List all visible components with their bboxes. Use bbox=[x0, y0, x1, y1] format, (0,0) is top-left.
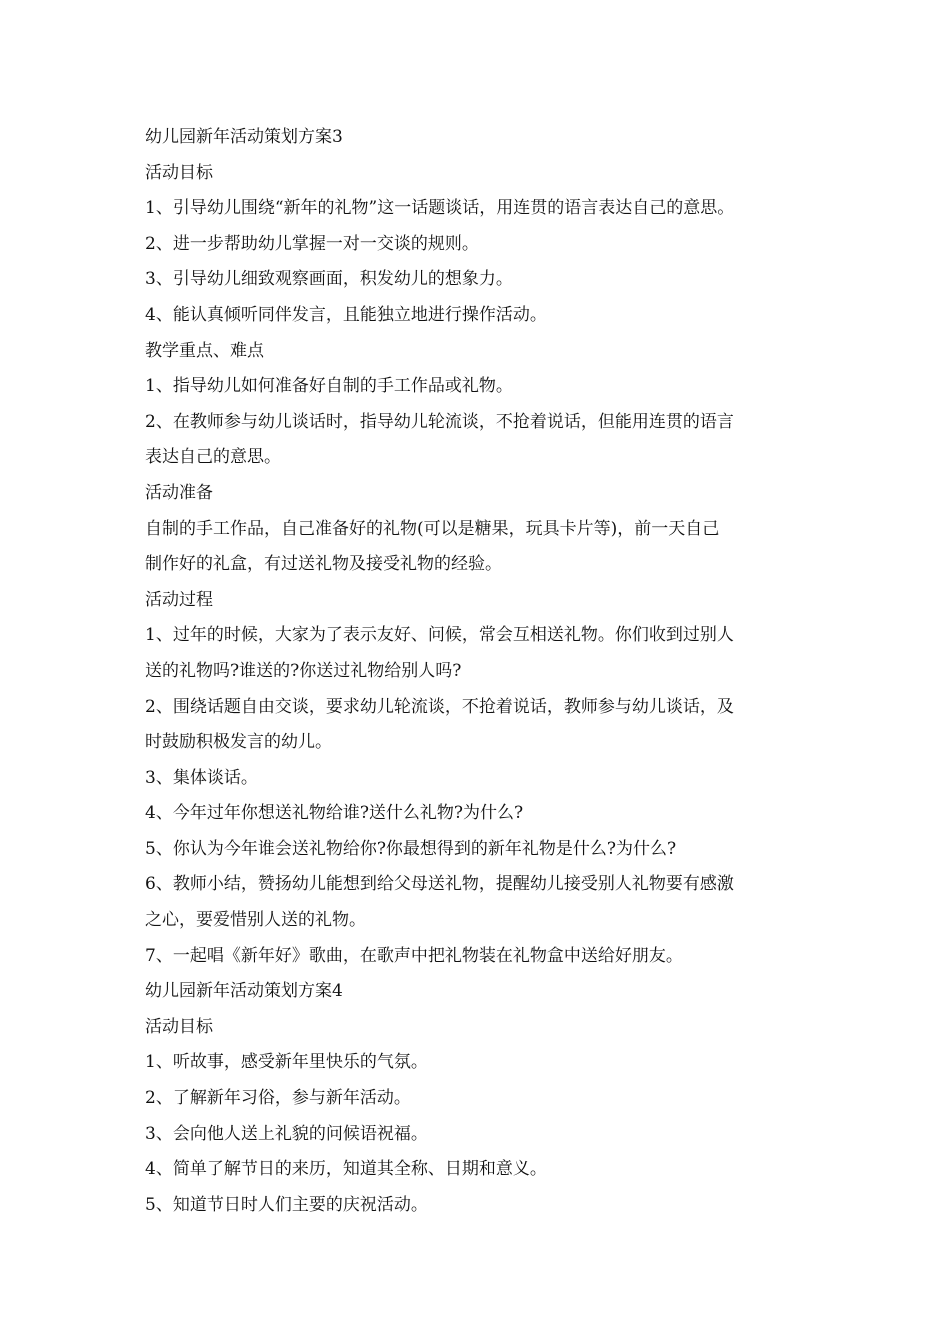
paragraph-line: 3、集体谈话。 bbox=[145, 767, 258, 788]
document-page bbox=[145, 120, 825, 1223]
paragraph-line: 1、过年的时候，大家为了表示友好、问候，常会互相送礼物。你们收到过别人 bbox=[145, 625, 734, 646]
subheading: 活动目标 bbox=[145, 1016, 213, 1037]
paragraph-line: 1、引导幼儿围绕“新年的礼物”这一话题谈话，用连贯的语言表达自己的意思。 bbox=[145, 198, 735, 219]
section-title: 幼儿园新年活动策划方案3 bbox=[145, 127, 343, 147]
paragraph-line: 制作好的礼盒，有过送礼物及接受礼物的经验。 bbox=[145, 554, 502, 575]
paragraph-line: 自制的手工作品，自己准备好的礼物(可以是糖果，玩具卡片等)，前一天自己 bbox=[145, 518, 720, 539]
subheading: 活动准备 bbox=[145, 482, 213, 503]
paragraph-line: 表达自己的意思。 bbox=[145, 447, 281, 468]
paragraph-line: 7、一起唱《新年好》歌曲，在歌声中把礼物装在礼物盒中送给好朋友。 bbox=[145, 945, 683, 966]
subheading: 活动目标 bbox=[145, 162, 213, 183]
paragraph-line: 1、指导幼儿如何准备好自制的手工作品或礼物。 bbox=[145, 376, 513, 397]
subheading: 活动过程 bbox=[145, 589, 213, 610]
paragraph-line: 2、在教师参与幼儿谈话时，指导幼儿轮流谈，不抢着说话，但能用连贯的语言 bbox=[145, 411, 734, 432]
subheading: 教学重点、难点 bbox=[145, 340, 264, 361]
paragraph-line: 时鼓励积极发言的幼儿。 bbox=[145, 732, 332, 753]
paragraph-line: 4、今年过年你想送礼物给谁?送什么礼物?为什么? bbox=[145, 803, 524, 824]
paragraph-line: 3、引导幼儿细致观察画面，积发幼儿的想象力。 bbox=[145, 269, 513, 290]
paragraph-line: 之心，要爱惜别人送的礼物。 bbox=[145, 910, 366, 931]
paragraph-line: 4、简单了解节日的来历，知道其全称、日期和意义。 bbox=[145, 1159, 547, 1180]
paragraph-line: 2、了解新年习俗，参与新年活动。 bbox=[145, 1088, 411, 1109]
paragraph-line: 2、进一步帮助幼儿掌握一对一交谈的规则。 bbox=[145, 233, 479, 254]
section-title: 幼儿园新年活动策划方案4 bbox=[145, 981, 343, 1002]
paragraph-line: 5、知道节日时人们主要的庆祝活动。 bbox=[145, 1194, 428, 1215]
paragraph-line: 6、教师小结，赞扬幼儿能想到给父母送礼物，提醒幼儿接受别人礼物要有感激 bbox=[145, 874, 734, 895]
paragraph-line: 4、能认真倾听同伴发言，且能独立地进行操作活动。 bbox=[145, 304, 547, 325]
paragraph-line: 5、你认为今年谁会送礼物给你?你最想得到的新年礼物是什么?为什么? bbox=[145, 838, 677, 859]
paragraph-line: 送的礼物吗?谁送的?你送过礼物给别人吗? bbox=[145, 660, 462, 681]
paragraph-line: 2、围绕话题自由交谈，要求幼儿轮流谈，不抢着说话，教师参与幼儿谈话，及 bbox=[145, 696, 734, 717]
paragraph-line: 3、会向他人送上礼貌的问候语祝福。 bbox=[145, 1123, 428, 1144]
paragraph-line: 1、听故事，感受新年里快乐的气氛。 bbox=[145, 1052, 428, 1073]
